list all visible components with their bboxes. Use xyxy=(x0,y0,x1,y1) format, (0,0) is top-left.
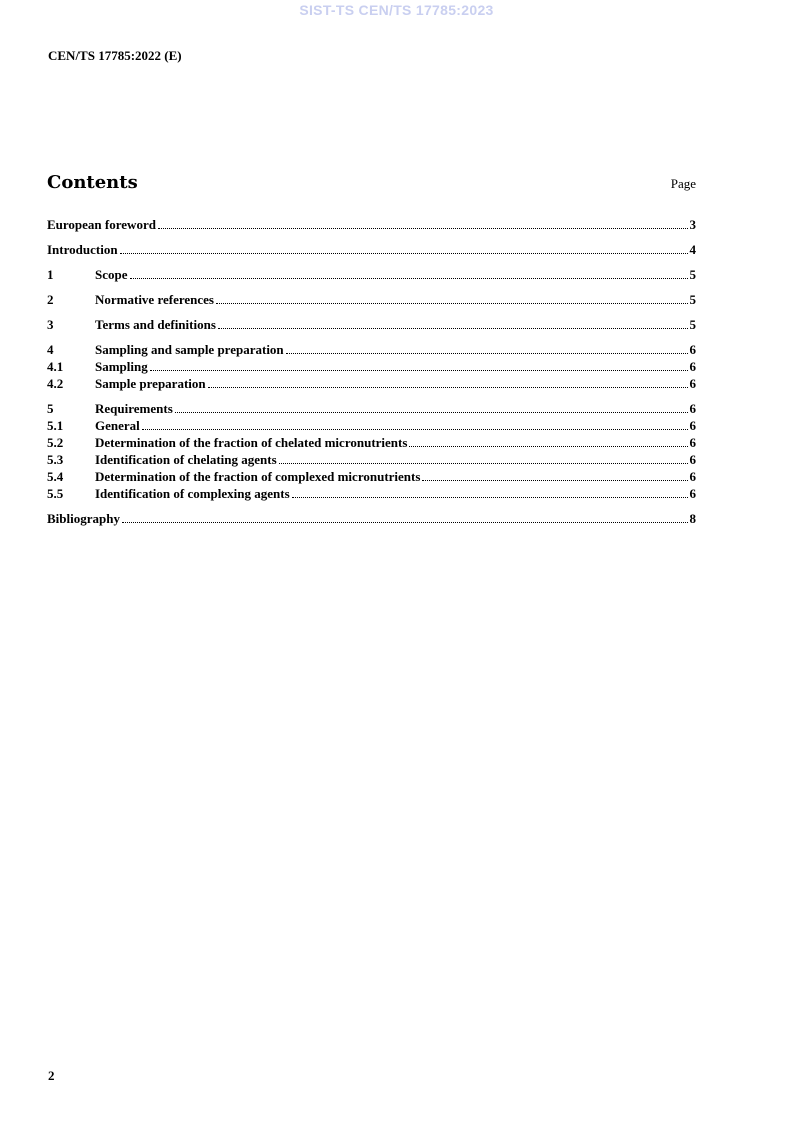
toc-entry-page: 8 xyxy=(689,511,696,526)
toc-entry-label: Bibliography xyxy=(47,511,120,526)
toc-entry-page: 5 xyxy=(689,267,696,282)
toc-entry-number: 4.1 xyxy=(47,359,64,374)
toc-entry-number: 4 xyxy=(47,342,54,357)
toc-entry-page: 6 xyxy=(689,469,696,484)
toc-entry[interactable] xyxy=(47,216,696,233)
toc-entry-number: 5.2 xyxy=(47,435,64,450)
toc-entry-number: 5 xyxy=(47,401,54,416)
toc-entry-label: Determination of the fraction of chelated micronutrients xyxy=(95,435,408,450)
toc-entry-label: Sample preparation xyxy=(95,376,206,391)
watermark: SIST-TS CEN/TS 17785:2023 xyxy=(299,2,494,18)
toc-entry[interactable] xyxy=(47,468,696,485)
toc-entry[interactable] xyxy=(47,358,696,375)
toc-entry[interactable] xyxy=(47,341,696,358)
toc-entry-label: Determination of the fraction of complexed micronutrients xyxy=(95,469,421,484)
toc-leader-dots xyxy=(218,328,688,329)
toc-entry-label: Normative references xyxy=(95,292,214,307)
toc-entry-number: 3 xyxy=(47,317,54,332)
toc-entry-page: 6 xyxy=(689,486,696,501)
toc-entry-page: 6 xyxy=(689,435,696,450)
toc-leader-dots xyxy=(120,253,688,254)
toc-entry-number: 1 xyxy=(47,267,54,282)
toc-entry-label: Sampling xyxy=(95,359,148,374)
toc-entry-label: Requirements xyxy=(95,401,173,416)
toc-entry-page: 6 xyxy=(689,342,696,357)
toc-leader-dots xyxy=(150,370,688,371)
toc-entry-number: 2 xyxy=(47,292,54,307)
toc-leader-dots xyxy=(142,429,688,430)
toc-entry-page: 5 xyxy=(689,317,696,332)
toc-leader-dots xyxy=(279,463,688,464)
toc-entry-page: 3 xyxy=(689,217,696,232)
toc-page-column-label: Page xyxy=(670,176,696,191)
toc-entry-page: 6 xyxy=(689,418,696,433)
table-of-contents xyxy=(47,216,696,527)
toc-entry[interactable] xyxy=(47,316,696,333)
toc-entry-page: 5 xyxy=(689,292,696,307)
toc-entry-label: Scope xyxy=(95,267,128,282)
toc-entry-label: General xyxy=(95,418,140,433)
toc-entry-label: Sampling and sample preparation xyxy=(95,342,284,357)
toc-entry-number: 4.2 xyxy=(47,376,64,391)
toc-leader-dots xyxy=(216,303,688,304)
toc-leader-dots xyxy=(130,278,688,279)
toc-entry[interactable] xyxy=(47,400,696,417)
toc-entry-page: 6 xyxy=(689,452,696,467)
toc-entry[interactable] xyxy=(47,375,696,392)
toc-leader-dots xyxy=(208,387,688,388)
toc-entry-label: Introduction xyxy=(47,242,118,257)
toc-entry-label: Identification of complexing agents xyxy=(95,486,290,501)
toc-header xyxy=(47,172,696,193)
toc-leader-dots xyxy=(422,480,687,481)
toc-entry[interactable] xyxy=(47,291,696,308)
toc-leader-dots xyxy=(409,446,687,447)
toc-entry[interactable] xyxy=(47,510,696,527)
toc-entry-page: 6 xyxy=(689,401,696,416)
toc-entry-page: 6 xyxy=(689,359,696,374)
toc-entry-page: 4 xyxy=(689,242,696,257)
toc-leader-dots xyxy=(122,522,688,523)
toc-entry-label: Terms and definitions xyxy=(95,317,216,332)
toc-leader-dots xyxy=(175,412,688,413)
toc-entry-number: 5.3 xyxy=(47,452,64,467)
toc-leader-dots xyxy=(286,353,688,354)
document-identifier: CEN/TS 17785:2022 (E) xyxy=(48,48,182,63)
toc-entry[interactable] xyxy=(47,241,696,258)
toc-entry[interactable] xyxy=(47,485,696,502)
toc-entry[interactable] xyxy=(47,451,696,468)
toc-entry[interactable] xyxy=(47,266,696,283)
toc-entry-number: 5.1 xyxy=(47,418,64,433)
toc-entry[interactable] xyxy=(47,417,696,434)
toc-entry-page: 6 xyxy=(689,376,696,391)
toc-entry-number: 5.5 xyxy=(47,486,64,501)
toc-entry-label: European foreword xyxy=(47,217,156,232)
page-number: 2 xyxy=(48,1068,55,1083)
toc-title: Contents xyxy=(47,172,138,193)
toc-entry-label: Identification of chelating agents xyxy=(95,452,277,467)
toc-entry-number: 5.4 xyxy=(47,469,64,484)
toc-leader-dots xyxy=(158,228,688,229)
toc-entry[interactable] xyxy=(47,434,696,451)
toc-leader-dots xyxy=(292,497,688,498)
